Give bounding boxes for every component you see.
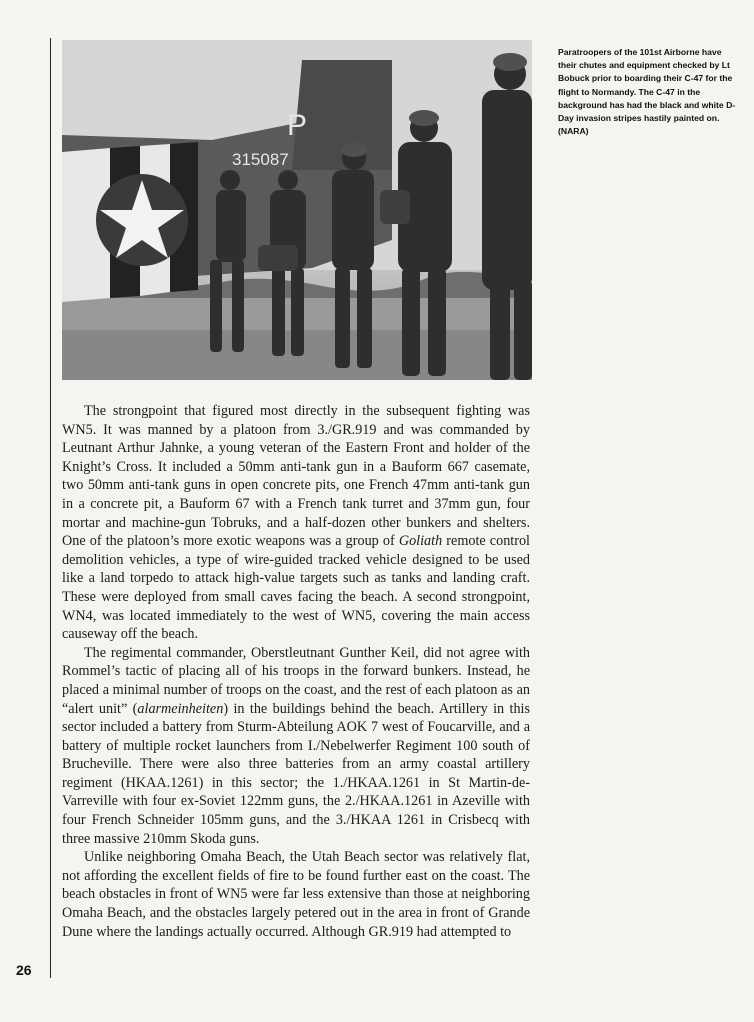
italic-term: Goliath — [398, 533, 443, 550]
italic-term: alarmeinheiten — [137, 700, 224, 717]
text-run: Unlike neighboring Omaha Beach, the Utah Beach sector was relatively flat, not affording the excellent fields of fire to be found further east on the coast. The beach obstacles in front of WN5 were far less extensive than those at neighboring Omaha Beach, and the obstacles largely petered out in the area in front of Grande Dune where the landings actually occurred. Although GR.919 had attempted to — [62, 849, 530, 940]
tail-letter: P — [287, 109, 308, 142]
photo-caption: Paratroopers of the 101st Airborne have their chutes and equipment checked by Lt Bobuck prior to boarding their C-47 for the flight to Normandy. The C-47 in the background has had the black and white D-Day invasion stripes hastily painted on. (NARA) — [558, 47, 736, 137]
page-number: 26 — [16, 962, 32, 978]
article-paragraph — [62, 644, 530, 849]
article-paragraph — [62, 402, 530, 644]
text-run: ) in the buildings behind the beach. Artillery in this sector included a battery from Sturm-Abteilung AOK 7 west of Foucarville, and a battery of multiple rocket launchers from I./Nebelwerfer Regiment 100 south of Brucheville. There were also three batteries from an army coastal artillery regiment (HKAA.1261) in this sector; the 1./HKAA.1261 in St Martin-de-Varreville with four ex-Soviet 122mm guns, the 2./HKAA.1261 in Azeville with four French Schneider 105mm guns, and the 3./HKAA 1261 in Crisbecq with three massive 210mm Skoda guns. — [62, 700, 531, 847]
tail-serial: 315087 — [232, 150, 289, 169]
article-body — [62, 402, 530, 941]
article-paragraph — [62, 848, 530, 941]
text-run: The regimental commander, Oberstleutnant Gunther Keil, did not agree with Rommel’s tactic of placing all of his troops in the forward bunkers. Instead, he placed a minimal number of troops on the coast, and the rest of each platoon as an “alert unit” ( — [62, 644, 530, 717]
margin-rule — [50, 38, 51, 978]
text-run: The strongpoint that figured most directly in the subsequent fighting was WN5. It was manned by a platoon from 3./GR.919 and was commanded by Leutnant Arthur Jahnke, a young veteran of the Eastern Front and holder of the Knight’s Cross. It included a 50mm anti-tank gun in a Bauform 667 casemate, two 50mm anti-tank guns in open concrete pits, one French 47mm anti-tank gun in a concrete pit, a Bauform 67 with a French tank turret and 37mm gun, four mortar and machine-gun Tobruks, and a half-dozen other bunkers and shelters. One of the platoon’s more exotic weapons was a group of — [62, 403, 530, 550]
paratroopers-photo — [62, 40, 532, 380]
text-run: remote control demolition vehicles, a type of wire-guided tracked vehicle designed to be used like a land torpedo to attack high-value targets such as tanks and landing craft. These were deployed from small caves facing the beach. A second strongpoint, WN4, was located immediately to the west of WN5, covering the main access causeway off the beach. — [62, 533, 530, 643]
